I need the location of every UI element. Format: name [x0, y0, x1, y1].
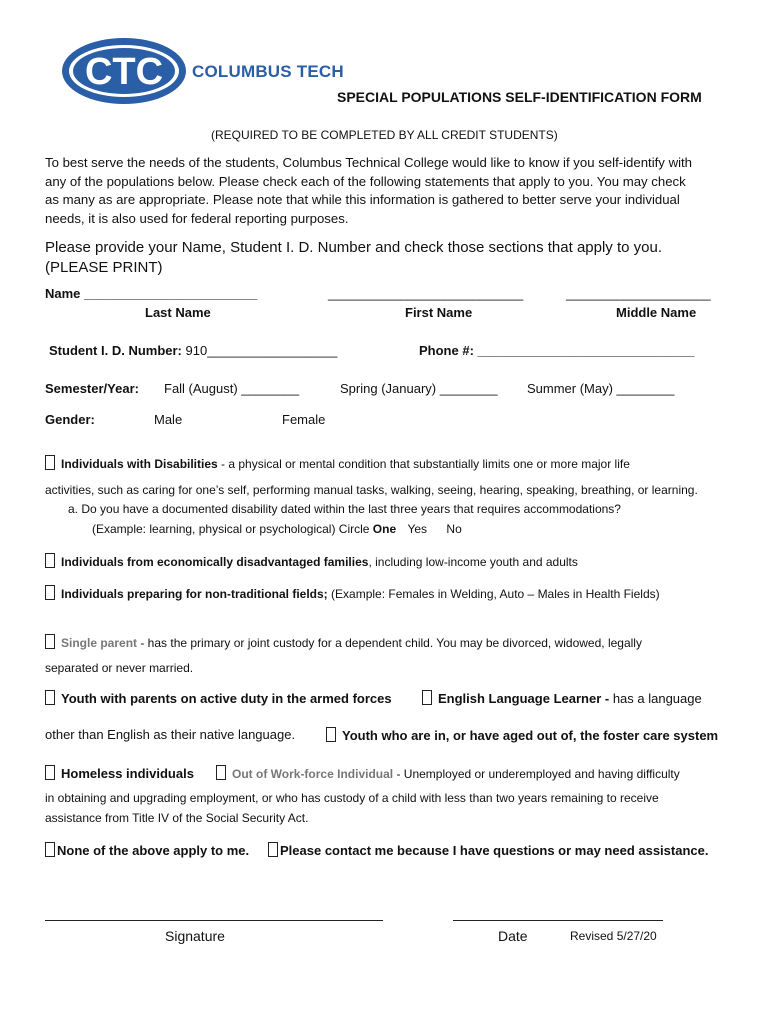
semester-label: Semester/Year:: [45, 381, 139, 396]
disabilities-desc: - a physical or mental condition that substantially limits one or more major life: [217, 457, 630, 471]
single-parent-checkbox[interactable]: [45, 634, 55, 649]
contact-checkbox[interactable]: [268, 842, 278, 857]
answer-yes[interactable]: Yes: [407, 522, 428, 536]
foster-checkbox[interactable]: [326, 727, 336, 742]
out-of-workforce-title: Out of Work-force Individual: [232, 767, 394, 781]
out-of-workforce-checkbox[interactable]: [216, 765, 226, 780]
ctc-logo: [60, 36, 190, 111]
none-checkbox[interactable]: [45, 842, 55, 857]
date-label: Date: [498, 928, 528, 944]
economic-desc: , including low-income youth and adults: [368, 555, 578, 569]
signature-label: Signature: [165, 928, 225, 944]
youth-duty-label: Youth with parents on active duty in the armed forces: [61, 691, 392, 706]
disabilities-checkbox[interactable]: [45, 455, 55, 470]
intro-line: needs, it is also used for federal reporting purposes.: [45, 210, 349, 226]
intro-line: To best serve the needs of the students, Columbus Technical College would like to know if you self-identify with: [45, 155, 693, 170]
signature-line[interactable]: [45, 920, 383, 921]
intro-paragraph: [45, 154, 745, 228]
nontraditional-checkbox[interactable]: [45, 585, 55, 600]
disabilities-line2: activities, such as caring for one’s self, performing manual tasks, walking, seeing, hearing, speaking, breathing, or learning.: [45, 483, 698, 497]
single-parent-title: Single parent: [61, 636, 138, 650]
economic-checkbox[interactable]: [45, 553, 55, 568]
gender-female-option[interactable]: Female: [282, 412, 326, 427]
economic-title: Individuals from economically disadvantaged families: [61, 555, 369, 569]
student-id-label: Student I. D. Number:: [49, 343, 182, 358]
logo-letters: CTC: [84, 51, 164, 93]
gender-label: Gender:: [45, 412, 95, 427]
provide-instructions: [45, 238, 745, 278]
student-id-field[interactable]: 910__________________: [185, 343, 338, 358]
date-line[interactable]: [453, 920, 663, 921]
nontraditional-desc: (Example: Females in Welding, Auto – Males in Health Fields): [327, 587, 660, 601]
ctc-logo-mark: [60, 36, 190, 106]
ell-checkbox[interactable]: [422, 690, 432, 705]
circle-one: One: [372, 522, 397, 536]
logo-name: COLUMBUS TECH: [192, 62, 344, 81]
none-label: None of the above apply to me.: [57, 843, 250, 858]
ell-desc: has a language: [612, 691, 702, 706]
provide-line: Please provide your Name, Student I. D. Number and check those sections that apply to you.: [45, 239, 662, 256]
phone-field[interactable]: Phone #: ______________________________: [419, 343, 695, 358]
form-title: SPECIAL POPULATIONS SELF-IDENTIFICATION FORM: [337, 89, 702, 105]
gender-male-option[interactable]: Male: [154, 412, 183, 427]
disability-question: a. Do you have a documented disability dated within the last three years that requires accommodations?: [68, 502, 621, 516]
middle-name-label: Middle Name: [616, 305, 697, 320]
youth-duty-checkbox[interactable]: [45, 690, 55, 705]
first-name-field[interactable]: ___________________________: [328, 286, 524, 301]
nontraditional-title: Individuals preparing for non-traditional fields;: [61, 587, 328, 601]
single-parent-desc: - has the primary or joint custody for a dependent child. You may be divorced, widowed, legally: [137, 636, 642, 650]
fall-field[interactable]: Fall (August) ________: [164, 381, 300, 396]
disability-example: (Example: learning, physical or psychological) Circle: [92, 522, 370, 536]
single-parent-line2: separated or never married.: [45, 661, 194, 675]
out-of-workforce-line2: in obtaining and upgrading employment, or who has custody of a child with less than two years remaining to receive: [45, 791, 659, 805]
contact-label: Please contact me because I have questions or may need assistance.: [280, 843, 709, 858]
last-name-label: Last Name: [145, 305, 211, 320]
form-subtitle: (REQUIRED TO BE COMPLETED BY ALL CREDIT STUDENTS): [211, 128, 558, 142]
middle-name-field[interactable]: ____________________: [566, 286, 711, 301]
provide-line: (PLEASE PRINT): [45, 259, 163, 276]
answer-no[interactable]: No: [446, 522, 462, 536]
disabilities-title: Individuals with Disabilities: [61, 457, 218, 471]
out-of-workforce-line3: assistance from Title IV of the Social Security Act.: [45, 811, 309, 825]
first-name-label: First Name: [405, 305, 473, 320]
ell-line2: other than English as their native language.: [45, 727, 296, 742]
intro-line: as many as are appropriate. Please note that while this information is gathered to better serve your individual: [45, 192, 680, 208]
revised-date: Revised 5/27/20: [570, 929, 657, 943]
out-of-workforce-desc: - Unemployed or underemployed and having difficulty: [393, 767, 680, 781]
spring-field[interactable]: Spring (January) ________: [340, 381, 498, 396]
name-field[interactable]: Name ________________________: [45, 286, 258, 301]
foster-label: Youth who are in, or have aged out of, the foster care system: [342, 728, 719, 743]
homeless-label: Homeless individuals: [61, 766, 194, 781]
homeless-checkbox[interactable]: [45, 765, 55, 780]
intro-line: any of the populations below. Please check each of the following statements that apply to you. You may check: [45, 173, 686, 189]
summer-field[interactable]: Summer (May) ________: [527, 381, 675, 396]
ell-title: English Language Learner -: [438, 691, 613, 706]
